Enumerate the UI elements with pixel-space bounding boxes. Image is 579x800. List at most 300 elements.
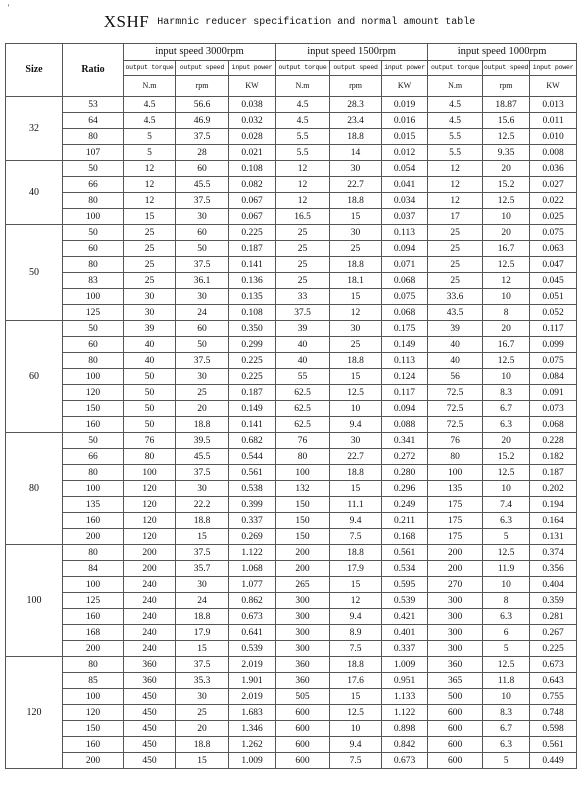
torque-1000-cell: 25 — [428, 241, 483, 257]
torque-3000-cell: 120 — [124, 497, 176, 513]
speed-3000-cell: 35.7 — [176, 561, 229, 577]
speed-1000-cell: 6.7 — [483, 721, 530, 737]
torque-3000-cell: 450 — [124, 737, 176, 753]
speed-3000-cell: 45.5 — [176, 449, 229, 465]
torque-1000-cell: 500 — [428, 689, 483, 705]
torque-1500-cell: 25 — [276, 273, 330, 289]
torque-3000-cell: 39 — [124, 321, 176, 337]
torque-1500-cell: 39 — [276, 321, 330, 337]
table-row — [6, 257, 577, 273]
speed-1000-cell: 6.3 — [483, 737, 530, 753]
torque-1000-cell: 43.5 — [428, 305, 483, 321]
torque-1000-cell: 200 — [428, 545, 483, 561]
speed-1000-cell: 10 — [483, 481, 530, 497]
ratio-cell: 85 — [63, 673, 124, 689]
ratio-cell: 80 — [63, 465, 124, 481]
speed-1000-cell: 10 — [483, 369, 530, 385]
speed-1500-cell: 7.5 — [330, 529, 382, 545]
table-row — [6, 577, 577, 593]
speed-1000-cell: 12.5 — [483, 129, 530, 145]
power-1000-cell: 0.561 — [530, 737, 577, 753]
power-1500-cell: 0.951 — [382, 673, 428, 689]
ratio-cell: 66 — [63, 449, 124, 465]
torque-1000-cell: 72.5 — [428, 385, 483, 401]
ratio-cell: 100 — [63, 481, 124, 497]
speed-3000-cell: 50 — [176, 337, 229, 353]
speed-1000-cell: 12.5 — [483, 353, 530, 369]
page-title — [0, 12, 579, 38]
power-1000-cell: 0.748 — [530, 705, 577, 721]
speed-1000-cell: 20 — [483, 161, 530, 177]
speed-3000-cell: 46.9 — [176, 113, 229, 129]
table-row — [6, 161, 577, 177]
power-1000-cell: 0.027 — [530, 177, 577, 193]
power-1000-cell: 0.643 — [530, 673, 577, 689]
table-row — [6, 625, 577, 641]
torque-3000-cell: 80 — [124, 449, 176, 465]
ratio-cell: 125 — [63, 593, 124, 609]
speed-3000-cell: 18.8 — [176, 513, 229, 529]
speed-1000-cell: 7.4 — [483, 497, 530, 513]
torque-1000-cell: 25 — [428, 257, 483, 273]
torque-3000-cell: 120 — [124, 529, 176, 545]
speed-1000-cell: 5 — [483, 753, 530, 769]
speed-3000-cell: 15 — [176, 529, 229, 545]
torque-1500-cell: 265 — [276, 577, 330, 593]
ratio-cell: 50 — [63, 321, 124, 337]
speed-1500-cell: 28.3 — [330, 97, 382, 113]
torque-1500-cell: 150 — [276, 513, 330, 529]
power-1500-cell: 0.421 — [382, 609, 428, 625]
ratio-cell: 53 — [63, 97, 124, 113]
speed-1500-cell: 7.5 — [330, 753, 382, 769]
power-3000-cell: 1.901 — [229, 673, 276, 689]
table-row — [6, 417, 577, 433]
speed-1500-cell: 30 — [330, 161, 382, 177]
corner-mark: ' — [8, 3, 10, 12]
torque-1500-cell: 33 — [276, 289, 330, 305]
torque-1000-cell: 25 — [428, 225, 483, 241]
power-3000-cell: 0.673 — [229, 609, 276, 625]
speed-1000-cell: 10 — [483, 289, 530, 305]
power-1500-cell: 0.898 — [382, 721, 428, 737]
torque-1500-cell: 5.5 — [276, 145, 330, 161]
torque-1000-cell: 5.5 — [428, 145, 483, 161]
power-1000-cell: 0.025 — [530, 209, 577, 225]
speed-1000-cell: 10 — [483, 689, 530, 705]
power-1000-cell: 0.117 — [530, 321, 577, 337]
power-3000-cell: 0.021 — [229, 145, 276, 161]
speed-1500-cell: 23.4 — [330, 113, 382, 129]
ratio-cell: 80 — [63, 353, 124, 369]
table-row — [6, 561, 577, 577]
torque-1000-cell: 25 — [428, 273, 483, 289]
table-row — [6, 545, 577, 561]
power-1500-cell: 0.673 — [382, 753, 428, 769]
ratio-cell: 64 — [63, 113, 124, 129]
speed-3000-cell: 60 — [176, 225, 229, 241]
power-3000-cell: 1.122 — [229, 545, 276, 561]
torque-1500-cell: 300 — [276, 609, 330, 625]
power-1000-cell: 0.187 — [530, 465, 577, 481]
speed-3000-cell: 18.8 — [176, 737, 229, 753]
speed-3000-cell: 25 — [176, 705, 229, 721]
power-1000-cell: 0.011 — [530, 113, 577, 129]
torque-3000-cell: 450 — [124, 689, 176, 705]
speed-1500-cell: 15 — [330, 481, 382, 497]
power-3000-cell: 0.641 — [229, 625, 276, 641]
speed-1000-cell: 12.5 — [483, 257, 530, 273]
torque-1500-cell: 300 — [276, 625, 330, 641]
torque-3000-cell: 240 — [124, 577, 176, 593]
power-3000-cell: 0.350 — [229, 321, 276, 337]
ratio-cell: 200 — [63, 529, 124, 545]
ratio-cell: 60 — [63, 337, 124, 353]
speed-3000-cell: 60 — [176, 161, 229, 177]
torque-1500-cell: 12 — [276, 161, 330, 177]
speed-3000-cell: 20 — [176, 721, 229, 737]
speed-1500-cell: 9.4 — [330, 513, 382, 529]
ratio-cell: 200 — [63, 641, 124, 657]
speed-3000-cell: 50 — [176, 241, 229, 257]
torque-1000-cell: 56 — [428, 369, 483, 385]
torque-1500-cell: 5.5 — [276, 129, 330, 145]
torque-3000-cell: 25 — [124, 241, 176, 257]
speed-1500-cell: 18.8 — [330, 657, 382, 673]
torque-3000-cell: 50 — [124, 369, 176, 385]
torque-1500-cell: 360 — [276, 673, 330, 689]
power-1500-cell: 0.401 — [382, 625, 428, 641]
header-ratio: Ratio — [63, 44, 124, 97]
speed-3000-cell: 30 — [176, 209, 229, 225]
torque-3000-cell: 200 — [124, 561, 176, 577]
power-1000-cell: 0.359 — [530, 593, 577, 609]
speed-3000-cell: 22.2 — [176, 497, 229, 513]
table-row — [6, 241, 577, 257]
power-3000-cell: 0.187 — [229, 385, 276, 401]
torque-1000-cell: 12 — [428, 161, 483, 177]
speed-1000-cell: 12.5 — [483, 545, 530, 561]
ratio-cell: 120 — [63, 705, 124, 721]
torque-1500-cell: 37.5 — [276, 305, 330, 321]
speed-1000-cell: 6.3 — [483, 513, 530, 529]
table-row — [6, 705, 577, 721]
torque-3000-cell: 15 — [124, 209, 176, 225]
speed-3000-cell: 28 — [176, 145, 229, 161]
table-row — [6, 529, 577, 545]
power-3000-cell: 0.038 — [229, 97, 276, 113]
speed-1500-cell: 10 — [330, 721, 382, 737]
torque-1000-cell: 39 — [428, 321, 483, 337]
power-1500-cell: 0.341 — [382, 433, 428, 449]
torque-1000-cell: 4.5 — [428, 113, 483, 129]
torque-3000-cell: 25 — [124, 225, 176, 241]
speed-1500-cell: 9.4 — [330, 737, 382, 753]
ratio-cell: 80 — [63, 545, 124, 561]
speed-1500-cell: 17.9 — [330, 561, 382, 577]
speed-1500-cell: 15 — [330, 577, 382, 593]
torque-3000-cell: 12 — [124, 177, 176, 193]
torque-1500-cell: 25 — [276, 225, 330, 241]
speed-3000-cell: 37.5 — [176, 257, 229, 273]
speed-3000-cell: 18.8 — [176, 417, 229, 433]
speed-1000-cell: 6.3 — [483, 609, 530, 625]
torque-1000-cell: 600 — [428, 705, 483, 721]
power-3000-cell: 0.108 — [229, 161, 276, 177]
torque-1500-cell: 132 — [276, 481, 330, 497]
speed-3000-cell: 30 — [176, 577, 229, 593]
ratio-cell: 50 — [63, 433, 124, 449]
table-row — [6, 449, 577, 465]
table-row — [6, 209, 577, 225]
speed-1000-cell: 8.3 — [483, 705, 530, 721]
speed-3000-cell: 24 — [176, 593, 229, 609]
table-title: Harmnic reducer specification and normal amount table — [157, 17, 476, 28]
subheader-input-power: input power — [530, 61, 577, 76]
table-row — [6, 689, 577, 705]
power-3000-cell: 0.225 — [229, 369, 276, 385]
ratio-cell: 160 — [63, 737, 124, 753]
torque-3000-cell: 450 — [124, 721, 176, 737]
power-1500-cell: 0.068 — [382, 273, 428, 289]
ratio-cell: 160 — [63, 609, 124, 625]
table-row — [6, 673, 577, 689]
power-1500-cell: 0.113 — [382, 353, 428, 369]
torque-1000-cell: 300 — [428, 609, 483, 625]
power-1000-cell: 0.202 — [530, 481, 577, 497]
power-1500-cell: 0.124 — [382, 369, 428, 385]
torque-1500-cell: 80 — [276, 449, 330, 465]
power-1000-cell: 0.099 — [530, 337, 577, 353]
power-3000-cell: 0.544 — [229, 449, 276, 465]
power-3000-cell: 1.346 — [229, 721, 276, 737]
torque-1000-cell: 17 — [428, 209, 483, 225]
torque-1000-cell: 200 — [428, 561, 483, 577]
torque-1500-cell: 12 — [276, 193, 330, 209]
power-1000-cell: 0.013 — [530, 97, 577, 113]
speed-1000-cell: 12.5 — [483, 193, 530, 209]
power-1000-cell: 0.228 — [530, 433, 577, 449]
power-3000-cell: 1.068 — [229, 561, 276, 577]
power-1000-cell: 0.131 — [530, 529, 577, 545]
power-1000-cell: 0.091 — [530, 385, 577, 401]
torque-1500-cell: 12 — [276, 177, 330, 193]
power-3000-cell: 1.077 — [229, 577, 276, 593]
power-3000-cell: 0.538 — [229, 481, 276, 497]
power-3000-cell: 1.262 — [229, 737, 276, 753]
torque-1500-cell: 62.5 — [276, 401, 330, 417]
power-1500-cell: 0.842 — [382, 737, 428, 753]
speed-1500-cell: 18.8 — [330, 465, 382, 481]
torque-3000-cell: 360 — [124, 657, 176, 673]
torque-1500-cell: 600 — [276, 737, 330, 753]
power-1000-cell: 0.449 — [530, 753, 577, 769]
power-3000-cell: 1.009 — [229, 753, 276, 769]
power-1000-cell: 0.073 — [530, 401, 577, 417]
torque-3000-cell: 50 — [124, 417, 176, 433]
power-1000-cell: 0.022 — [530, 193, 577, 209]
ratio-cell: 125 — [63, 305, 124, 321]
torque-1000-cell: 600 — [428, 737, 483, 753]
subheader-input-power: input power — [382, 61, 428, 76]
torque-1500-cell: 150 — [276, 529, 330, 545]
speed-1000-cell: 6.3 — [483, 417, 530, 433]
ratio-cell: 160 — [63, 513, 124, 529]
speed-1500-cell: 22.7 — [330, 177, 382, 193]
speed-1000-cell: 11.9 — [483, 561, 530, 577]
torque-3000-cell: 25 — [124, 273, 176, 289]
torque-1000-cell: 12 — [428, 193, 483, 209]
speed-3000-cell: 30 — [176, 369, 229, 385]
table-row — [6, 641, 577, 657]
ratio-cell: 107 — [63, 145, 124, 161]
speed-1000-cell: 12 — [483, 273, 530, 289]
power-3000-cell: 0.067 — [229, 193, 276, 209]
power-3000-cell: 0.561 — [229, 465, 276, 481]
torque-1500-cell: 16.5 — [276, 209, 330, 225]
speed-3000-cell: 30 — [176, 689, 229, 705]
power-1500-cell: 0.015 — [382, 129, 428, 145]
unit-power: KW — [530, 76, 577, 97]
speed-1000-cell: 12.5 — [483, 465, 530, 481]
torque-3000-cell: 360 — [124, 673, 176, 689]
ratio-cell: 83 — [63, 273, 124, 289]
torque-1500-cell: 100 — [276, 465, 330, 481]
torque-1500-cell: 55 — [276, 369, 330, 385]
table-row — [6, 497, 577, 513]
torque-1500-cell: 360 — [276, 657, 330, 673]
ratio-cell: 60 — [63, 241, 124, 257]
speed-1500-cell: 18.8 — [330, 545, 382, 561]
torque-3000-cell: 4.5 — [124, 97, 176, 113]
table-row — [6, 513, 577, 529]
torque-1500-cell: 600 — [276, 721, 330, 737]
torque-3000-cell: 450 — [124, 753, 176, 769]
power-1000-cell: 0.051 — [530, 289, 577, 305]
ratio-cell: 120 — [63, 385, 124, 401]
torque-1000-cell: 33.6 — [428, 289, 483, 305]
power-1500-cell: 0.211 — [382, 513, 428, 529]
power-1000-cell: 0.267 — [530, 625, 577, 641]
speed-1500-cell: 8.9 — [330, 625, 382, 641]
power-3000-cell: 0.032 — [229, 113, 276, 129]
power-1000-cell: 0.673 — [530, 657, 577, 673]
power-1500-cell: 0.088 — [382, 417, 428, 433]
table-row — [6, 721, 577, 737]
table-row — [6, 593, 577, 609]
speed-3000-cell: 35.3 — [176, 673, 229, 689]
ratio-cell: 168 — [63, 625, 124, 641]
speed-1000-cell: 15.2 — [483, 449, 530, 465]
torque-3000-cell: 120 — [124, 513, 176, 529]
power-3000-cell: 0.862 — [229, 593, 276, 609]
speed-1000-cell: 20 — [483, 225, 530, 241]
torque-1000-cell: 5.5 — [428, 129, 483, 145]
torque-1500-cell: 150 — [276, 497, 330, 513]
power-1500-cell: 0.054 — [382, 161, 428, 177]
torque-1500-cell: 300 — [276, 593, 330, 609]
power-3000-cell: 0.136 — [229, 273, 276, 289]
power-1500-cell: 0.272 — [382, 449, 428, 465]
power-1500-cell: 0.113 — [382, 225, 428, 241]
table-row — [6, 401, 577, 417]
torque-1000-cell: 360 — [428, 657, 483, 673]
power-1500-cell: 0.068 — [382, 305, 428, 321]
torque-3000-cell: 30 — [124, 289, 176, 305]
torque-3000-cell: 30 — [124, 305, 176, 321]
ratio-cell: 80 — [63, 657, 124, 673]
power-1500-cell: 1.009 — [382, 657, 428, 673]
table-row — [6, 113, 577, 129]
power-1500-cell: 1.122 — [382, 705, 428, 721]
power-1000-cell: 0.063 — [530, 241, 577, 257]
power-1500-cell: 0.296 — [382, 481, 428, 497]
speed-3000-cell: 37.5 — [176, 465, 229, 481]
speed-1500-cell: 15 — [330, 209, 382, 225]
speed-3000-cell: 15 — [176, 753, 229, 769]
power-1500-cell: 0.019 — [382, 97, 428, 113]
speed-1500-cell: 9.4 — [330, 609, 382, 625]
speed-1500-cell: 11.1 — [330, 497, 382, 513]
table-row — [6, 369, 577, 385]
speed-1000-cell: 20 — [483, 321, 530, 337]
speed-3000-cell: 30 — [176, 289, 229, 305]
torque-3000-cell: 200 — [124, 545, 176, 561]
brand-name: XSHF — [103, 12, 150, 31]
power-1000-cell: 0.045 — [530, 273, 577, 289]
torque-3000-cell: 450 — [124, 705, 176, 721]
torque-3000-cell: 100 — [124, 465, 176, 481]
table-row — [6, 353, 577, 369]
subheader-output-torque: output torque — [124, 61, 176, 76]
power-3000-cell: 0.082 — [229, 177, 276, 193]
table-row — [6, 193, 577, 209]
speed-1500-cell: 12.5 — [330, 705, 382, 721]
power-3000-cell: 0.269 — [229, 529, 276, 545]
torque-1500-cell: 40 — [276, 337, 330, 353]
power-1500-cell: 1.133 — [382, 689, 428, 705]
ratio-cell: 150 — [63, 721, 124, 737]
speed-3000-cell: 39.5 — [176, 433, 229, 449]
speed-1500-cell: 25 — [330, 337, 382, 353]
speed-3000-cell: 24 — [176, 305, 229, 321]
power-1000-cell: 0.356 — [530, 561, 577, 577]
table-row — [6, 289, 577, 305]
speed-1500-cell: 15 — [330, 289, 382, 305]
spec-table — [5, 43, 577, 769]
torque-1000-cell: 270 — [428, 577, 483, 593]
size-cell: 80 — [6, 433, 63, 545]
power-1000-cell: 0.052 — [530, 305, 577, 321]
power-3000-cell: 2.019 — [229, 689, 276, 705]
ratio-cell: 80 — [63, 129, 124, 145]
torque-1000-cell: 300 — [428, 641, 483, 657]
torque-1500-cell: 505 — [276, 689, 330, 705]
speed-1500-cell: 18.8 — [330, 193, 382, 209]
power-1500-cell: 0.539 — [382, 593, 428, 609]
speed-3000-cell: 37.5 — [176, 353, 229, 369]
torque-3000-cell: 12 — [124, 193, 176, 209]
power-1500-cell: 0.094 — [382, 241, 428, 257]
power-3000-cell: 0.225 — [229, 353, 276, 369]
speed-3000-cell: 37.5 — [176, 545, 229, 561]
subheader-output-torque: output torque — [276, 61, 330, 76]
table-row — [6, 609, 577, 625]
torque-1500-cell: 4.5 — [276, 97, 330, 113]
power-1500-cell: 0.337 — [382, 641, 428, 657]
table-row — [6, 753, 577, 769]
torque-3000-cell: 4.5 — [124, 113, 176, 129]
